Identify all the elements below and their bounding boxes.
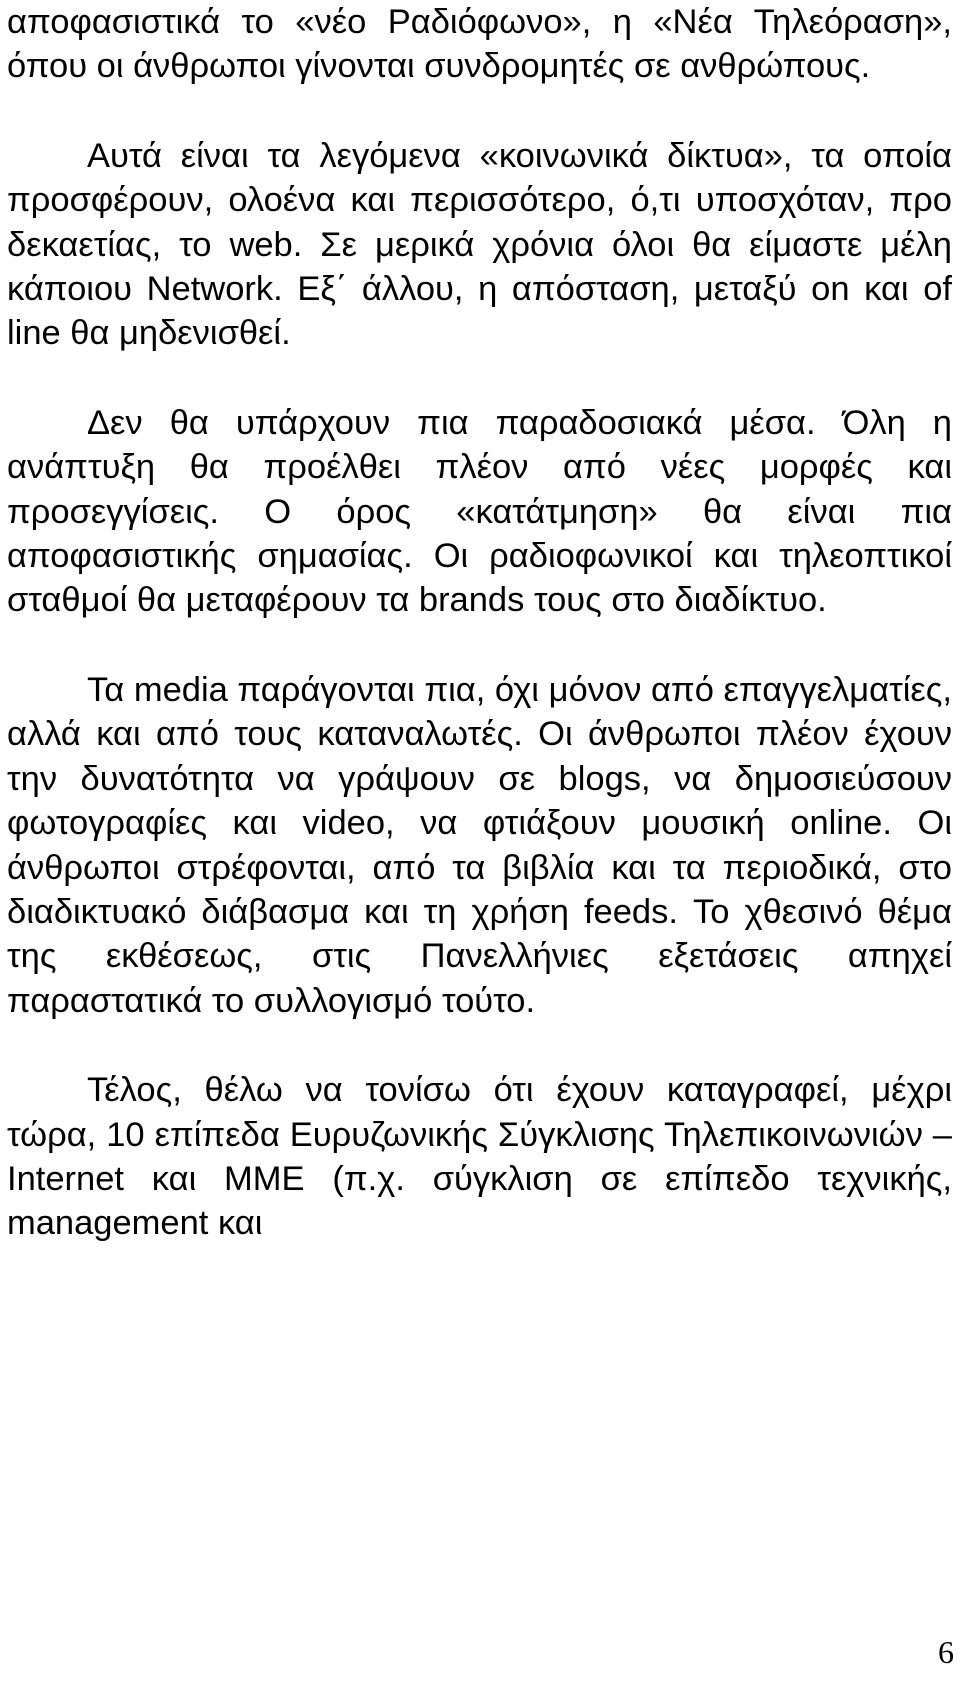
document-page xyxy=(7,0,952,1246)
paragraph-1: αποφασιστικά το «νέο Ραδιόφωνο», η «Νέα Τηλεόραση», όπου οι άνθρωποι γίνονται συνδρομητές σε ανθρώπους. xyxy=(7,3,952,86)
paragraph-gap xyxy=(7,89,952,134)
paragraph-5: Τέλος, θέλω να τονίσω ότι έχουν καταγραφεί, μέχρι τώρα, 10 επίπεδα Ευρυζωνικής Σύγκλισης Τηλεπικοινωνιών – Internet και ΜΜΕ (π.χ. σύγκλιση σε επίπεδο τεχνικής, management και xyxy=(7,1071,952,1243)
paragraph-gap xyxy=(7,623,952,668)
paragraph-gap xyxy=(7,1023,952,1068)
page-number: 6 xyxy=(938,1634,954,1670)
paragraph-gap xyxy=(7,356,952,401)
paragraph-4: Τα media παράγονται πια, όχι μόνον από επαγγελματίες, αλλά και από τους καταναλωτές. Οι άνθρωποι πλέον έχουν την δυνατότητα να γράψουν σε blogs, να δημοσιεύσουν φωτογραφίες και video, να φτιάξουν μουσική online. Οι άνθρωποι στρέφονται, από τα βιβλία και τα περιοδικά, στο διαδικτυακό διάβασμα και τη χρήση feeds. Το χθεσινό θέμα της εκθέσεως, στις Πανελλήνιες εξετάσεις απηχεί παραστατικά το συλλογισμό τούτο. xyxy=(7,670,952,1020)
paragraph-3: Δεν θα υπάρχουν πια παραδοσιακά μέσα. Όλη η ανάπτυξη θα προέλθει πλέον από νέες μορφές και προσεγγίσεις. Ο όρος «κατάτμηση» θα είναι πια αποφασιστικής σημασίας. Οι ραδιοφωνικοί και τηλεοπτικοί σταθμοί θα μεταφέρουν τα brands τους στο διαδίκτυο. xyxy=(7,403,952,620)
paragraph-2: Αυτά είναι τα λεγόμενα «κοινωνικά δίκτυα», τα οποία προσφέρουν, ολοένα και περισσότερο, ό,τι υποσχόταν, προ δεκαετίας, το web. Σε μερικά χρόνια όλοι θα είμαστε μέλη κάποιου Network. Εξ΄ άλλου, η απόσταση, μεταξύ on και of line θα μηδενισθεί. xyxy=(7,136,952,353)
